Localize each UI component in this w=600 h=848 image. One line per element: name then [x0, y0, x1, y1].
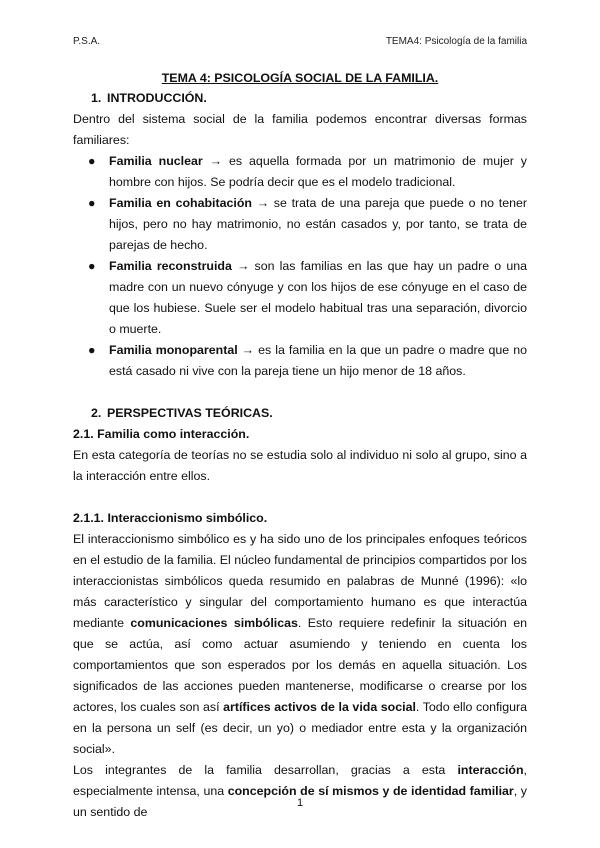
list-item-text: → se trata de una pareja que puede o no tener hijos, pero no hay matrimonio, no están casados y, por tanto, se trata de parejas de hecho.	[109, 196, 527, 252]
list-item-term: Familia nuclear	[109, 154, 203, 168]
section-heading-introduccion	[73, 88, 527, 109]
paragraph-2-1-1-b	[73, 760, 527, 823]
intro-paragraph: Dentro del sistema social de la familia podemos encontrar diversas formas familiares:	[73, 112, 527, 147]
section-number: 1.	[91, 91, 102, 105]
section-label: INTRODUCCIÓN.	[107, 91, 207, 105]
list-item	[73, 193, 527, 256]
paragraph-2-1-1	[73, 529, 527, 760]
bullet-icon: ●	[88, 259, 96, 273]
bullet-icon: ●	[88, 343, 96, 357]
list-item-term: Familia en cohabitación	[109, 196, 252, 210]
text-run: , y un sentido de	[73, 784, 527, 819]
page-number: 1	[296, 797, 304, 809]
bullet-icon: ●	[88, 154, 96, 168]
list-item	[73, 151, 527, 193]
document-title: TEMA 4: PSICOLOGÍA SOCIAL DE LA FAMILIA.	[161, 71, 439, 85]
list-item-text: → es la familia en la que un padre o madre que no está casado ni vive con la pareja tiene un hijo menor de 18 años.	[109, 343, 527, 378]
bold-term: comunicaciones simbólicas	[130, 616, 298, 630]
bold-term: artífices activos de la vida social	[223, 700, 416, 714]
section-heading-perspectivas	[73, 403, 527, 424]
text-run: , especialmente intensa, una	[73, 763, 527, 798]
bold-term: interacción	[457, 763, 524, 777]
list-item	[73, 340, 527, 382]
bullet-icon: ●	[88, 196, 96, 210]
header-right: TEMA4: Psicología de la familia	[385, 36, 527, 47]
text-run: El interaccionismo simbólico es y ha sido uno de los principales enfoques teóricos en el estudio de la familia. El núcleo fundamental de principios compartidos por los interaccionistas simbólicos queda resumido en palabras de Munné (1996): «lo más característico y singular del comportamiento humano es que interactúa mediante	[73, 532, 527, 630]
subsection-heading-2-1-1: 2.1.1. Interaccionismo simbólico.	[73, 511, 268, 525]
paragraph-2-1: En esta categoría de teorías no se estudia solo al individuo ni solo al grupo, sino a la interacción entre ellos.	[73, 448, 527, 483]
document-body	[73, 68, 527, 823]
list-item-term: Familia reconstruida	[109, 259, 232, 273]
bold-term: concepción de sí mismos y de identidad familiar	[227, 784, 514, 798]
family-types-list	[73, 151, 527, 382]
text-run: . Esto requiere redefinir la situación en que se actúa, así como actuar asumiendo y teniendo en cuenta los comportamientos que son esperados por los demás en aquella situación. Los significados de las acciones pueden mantenerse, modificarse o crearse por los actores, los cuales son así	[73, 616, 527, 714]
list-item-text: → es aquella formada por un matrimonio de mujer y hombre con hijos. Se podría decir que es el modelo tradicional.	[109, 154, 527, 189]
list-item-term: Familia monoparental	[109, 343, 238, 357]
section-label: PERSPECTIVAS TEÓRICAS.	[107, 406, 273, 420]
subsection-heading-2-1: 2.1. Familia como interacción.	[73, 427, 250, 441]
text-run: Los integrantes de la familia desarrollan, gracias a esta	[73, 763, 458, 777]
text-run: . Todo ello configura en la persona un self (es decir, un yo) o mediador entre esta y la organización social».	[73, 700, 527, 756]
list-item	[73, 256, 527, 340]
list-item-text: → son las familias en las que hay un padre o una madre con un nuevo cónyuge y con los hijos de ese cónyuge en el caso de que los hubiese. Suele ser el modelo habitual tras una separación, divorcio o muerte.	[109, 259, 527, 336]
section-number: 2.	[91, 406, 102, 420]
header-left: P.S.A.	[73, 36, 101, 47]
